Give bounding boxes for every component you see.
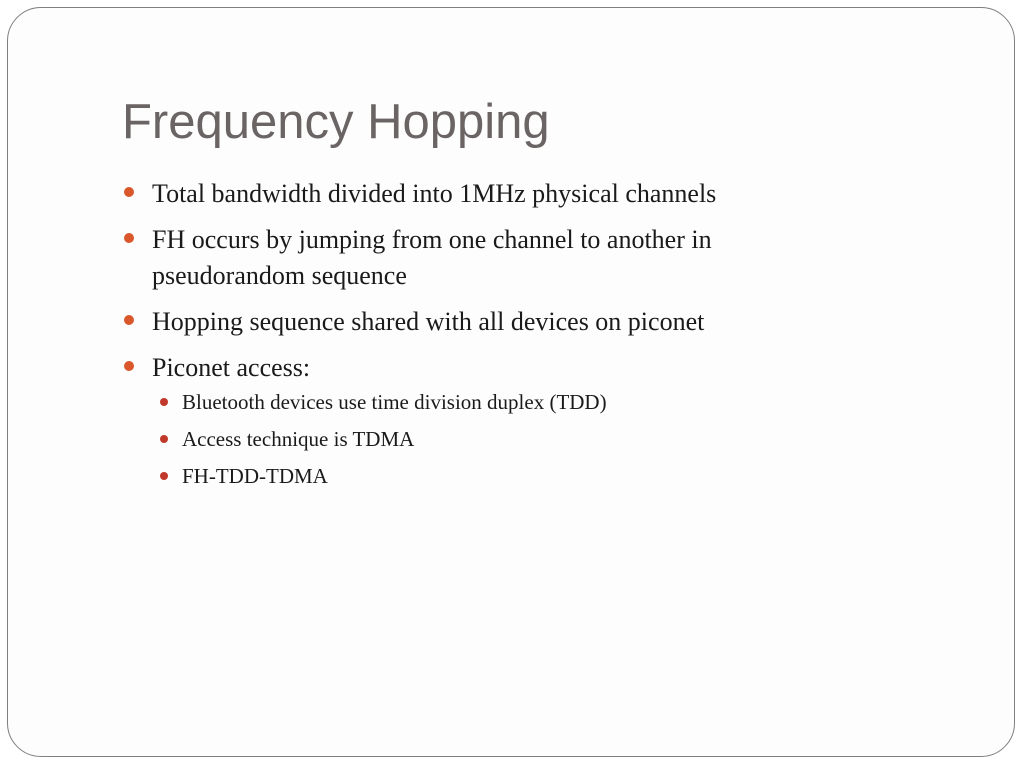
bullet-item (122, 350, 862, 491)
sub-bullet-item: Bluetooth devices use time division duplex (TDD) (152, 388, 862, 417)
bullet-item: Total bandwidth divided into 1MHz physical channels (122, 176, 862, 212)
slide-title: Frequency Hopping (122, 95, 550, 149)
sub-bullet-item: Access technique is TDMA (152, 425, 862, 454)
bullet-list (122, 176, 862, 491)
bullet-item: Hopping sequence shared with all devices on piconet (122, 304, 862, 340)
sub-bullet-item: FH-TDD-TDMA (152, 462, 862, 491)
sub-bullet-list (152, 388, 862, 491)
bullet-item-text: Piconet access: (152, 353, 311, 382)
bullet-item: FH occurs by jumping from one channel to another in pseudorandom sequence (122, 222, 862, 294)
slide-body (122, 176, 862, 501)
slide (7, 7, 1015, 757)
